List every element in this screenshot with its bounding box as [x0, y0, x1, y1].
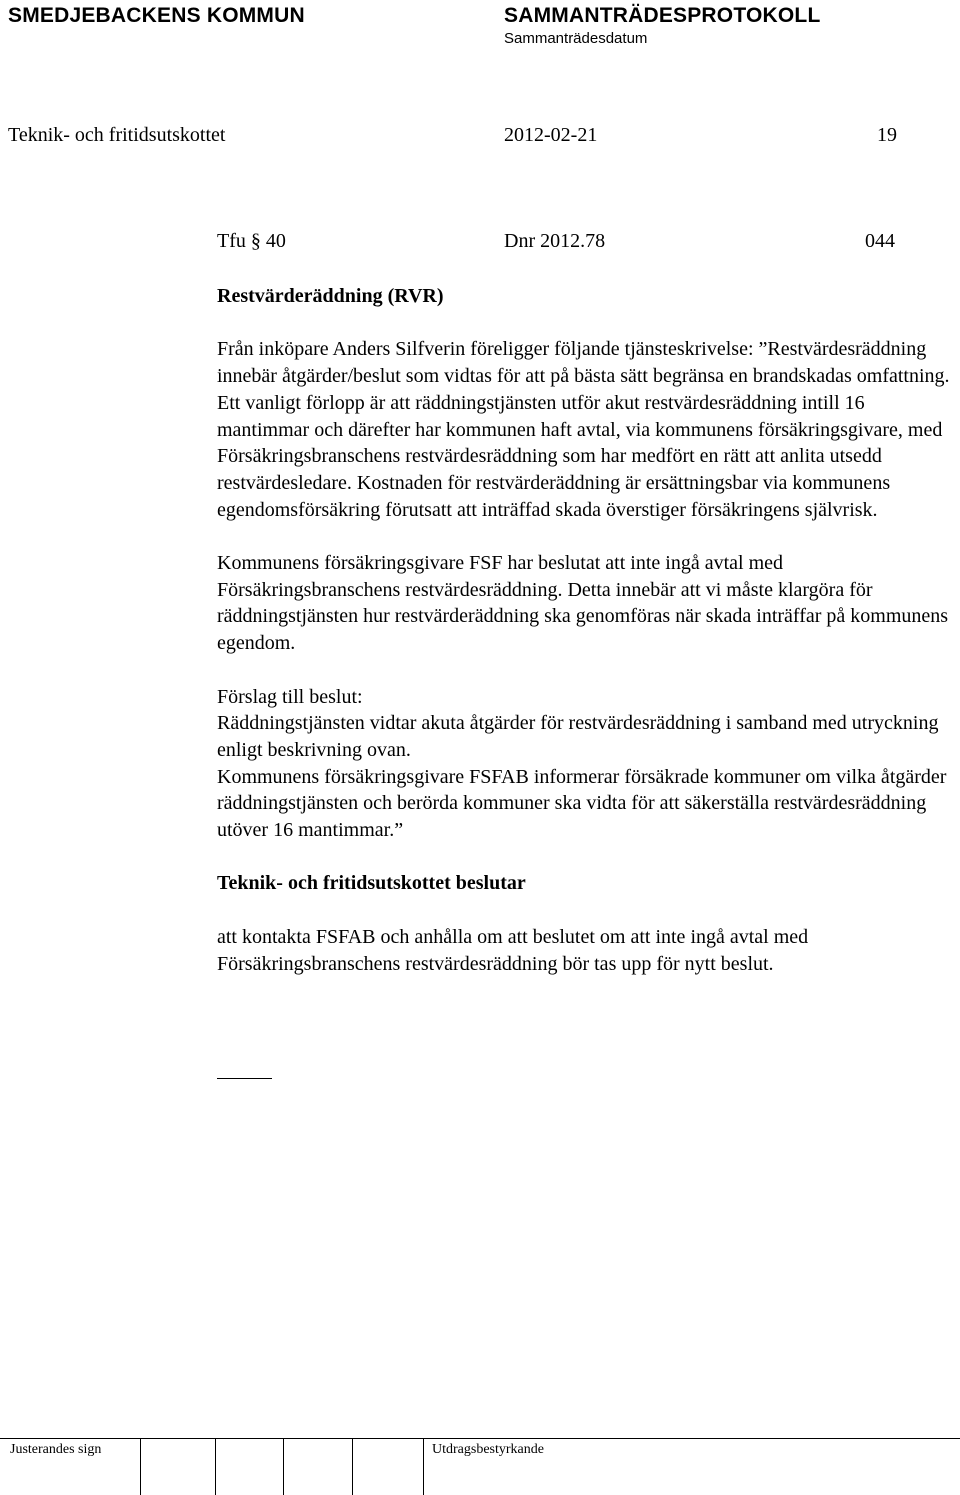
section-title: Restvärderäddning (RVR) — [217, 285, 444, 307]
archive-code: 044 — [865, 230, 895, 252]
proposal-paragraph-2: Kommunens försäkringsgivare FSFAB informerar försäkrade kommuner om vilka åtgärder räddningstjänsten och berörda kommuner ska vidta för att säkerställa restvärdesräddning utöver 16 mantimmar.” — [217, 765, 947, 842]
signature-box-divider — [423, 1439, 424, 1495]
body-paragraph-2: Kommunens försäkringsgivare FSF har beslutat att inte ingå avtal med Försäkringsbranschens restvärdesräddning. Detta innebär att vi måste klargöra för räddningstjänsten hur restvärderäddning ska genomföras när skada inträffar på kommunens egendom. — [217, 552, 949, 655]
meeting-date: 2012-02-21 — [504, 124, 598, 146]
end-divider — [217, 1078, 272, 1079]
signature-footer — [0, 1438, 960, 1495]
diary-number: Dnr 2012.78 — [504, 230, 606, 252]
proposal-label: Förslag till beslut: — [217, 685, 363, 708]
meeting-date-label: Sammanträdesdatum — [504, 30, 648, 47]
committee-name: Teknik- och fritidsutskottet — [8, 124, 226, 146]
decision-text: att kontakta FSFAB och anhålla om att beslutet om att inte ingå avtal med Försäkringsbranschens restvärdesräddning bör tas upp för nytt beslut. — [217, 925, 809, 975]
document-type: SAMMANTRÄDESPROTOKOLL — [504, 4, 821, 27]
signature-box-divider — [140, 1439, 141, 1495]
signature-box-divider — [352, 1439, 353, 1495]
document-body — [217, 283, 957, 977]
certification-label: Utdragsbestyrkande — [432, 1442, 544, 1457]
paragraph-number: Tfu § 40 — [217, 230, 286, 252]
page-number: 19 — [877, 124, 897, 146]
municipality-name: SMEDJEBACKENS KOMMUN — [8, 4, 305, 27]
body-paragraph-1: Från inköpare Anders Silfverin föreligger följande tjänsteskrivelse: ”Restvärdesräddning innebär åtgärder/beslut som vidtas för att på bästa sätt begränsa en brandskadas omfattning. Ett vanligt förlopp är att räddningstjänsten utför akut restvärdesräddning intill 16 mantimmar och därefter har kommunen haft avtal, via kommunens försäkringsgivare, med Försäkringsbranschens restvärdesräddning som har medfört en rätt att anlita utsedd restvärdesledare. Kostnaden för restvärderäddning är ersättningsbar via kommunens egendomsförsäkring förutsatt att inträffad skada överstiger försäkringens självrisk. — [217, 338, 950, 521]
proposal-paragraph-1: Räddningstjänsten vidtar akuta åtgärder för restvärdesräddning i samband med utryckning enligt beskrivning ovan. — [217, 712, 939, 761]
decision-heading: Teknik- och fritidsutskottet beslutar — [217, 872, 526, 895]
signature-box-divider — [283, 1439, 284, 1495]
signature-box-divider — [215, 1439, 216, 1495]
sign-label: Justerandes sign — [10, 1442, 102, 1457]
